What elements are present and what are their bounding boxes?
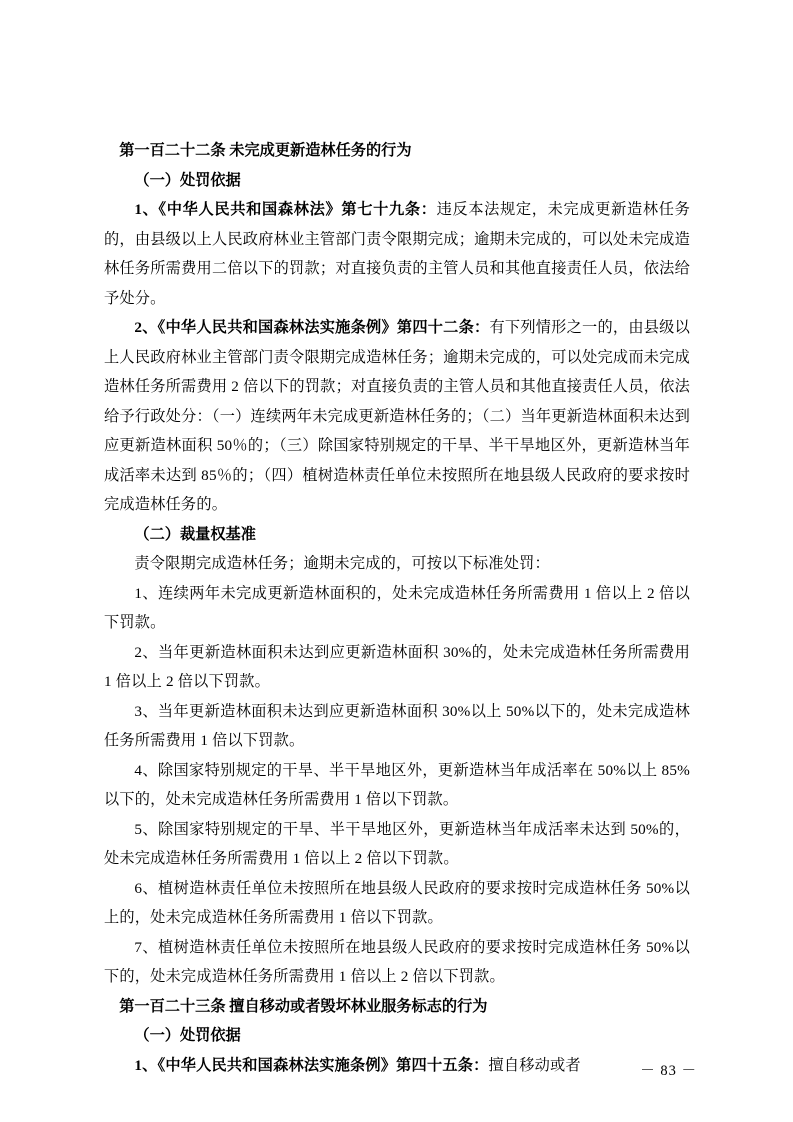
section-punishment-basis-122: （一）处罚依据 <box>134 171 241 189</box>
article-123-heading: 第一百二十三条 擅自移动或者毁坏林业服务标志的行为 <box>119 997 488 1015</box>
section-punishment-basis-123: （一）处罚依据 <box>134 1027 241 1044</box>
discretion-item-6-122: 6、植树造林责任单位未按照所在地县级人民政府的要求按时完成造林任务 50%以上的，处未完成造林任务所需费用 1 倍以下罚款。 <box>104 879 690 926</box>
basis-item-2-122-text: 有下列情形之一的，由县级以上人民政府林业主管部门责令限期完成造林任务；逾期未完成的，可以处完成而未完成造林任务所需费用 2 倍以下的罚款；对直接负责的主管人员和其他直接责任人员，依法给予行政处分：（一）连续两年未完成更新造林任务的；（二）当年更新造林面积未达到应更新造林面积 50％的；（三）除国家特别规定的干旱、半干旱地区外，更新造林当年成活率未达到 85％的；（四）植树造林责任单位未按照所在地县级人民政府的要求按时完成造林任务的。 <box>104 319 690 513</box>
basis-item-2-122-citation: 2、《中华人民共和国森林法实施条例》第四十二条： <box>134 319 490 336</box>
discretion-item-1-122: 1、连续两年未完成更新造林面积的，处未完成造林任务所需费用 1 倍以上 2 倍以下罚款。 <box>104 584 690 631</box>
document-body <box>104 136 690 1080</box>
basis-item-1-122 <box>104 195 690 313</box>
discretion-item-3-122: 3、当年更新造林面积未达到应更新造林面积 30%以上 50%以下的，处未完成造林任务所需费用 1 倍以下罚款。 <box>104 702 690 749</box>
basis-item-2-122 <box>104 313 690 520</box>
discretion-item-5-122: 5、除国家特别规定的干旱、半干旱地区外，更新造林当年成活率未达到 50%的，处未完成造林任务所需费用 1 倍以上 2 倍以下罚款。 <box>104 820 690 867</box>
basis-item-1-123-citation: 1、《中华人民共和国森林法实施条例》第四十五条： <box>134 1056 489 1074</box>
discretion-item-7-122: 7、植树造林责任单位未按照所在地县级人民政府的要求按时完成造林任务 50%以下的，处未完成造林任务所需费用 1 倍以上 2 倍以下罚款。 <box>104 938 690 985</box>
discretion-item-4-122: 4、除国家特别规定的干旱、半干旱地区外，更新造林当年成活率在 50%以上 85%以下的，处未完成造林任务所需费用 1 倍以下罚款。 <box>104 761 690 808</box>
discretion-item-2-122: 2、当年更新造林面积未达到应更新造林面积 30%的，处未完成造林任务所需费用 1 倍以上 2 倍以下罚款。 <box>104 643 690 690</box>
basis-item-1-123-text: 擅自移动或者 <box>488 1056 581 1074</box>
page-number: － 83 － <box>640 1063 697 1079</box>
basis-item-1-122-citation: 1、《中华人民共和国森林法》第七十九条： <box>134 201 437 218</box>
basis-item-1-122-text: 违反本法规定，未完成更新造林任务的，由县级以上人民政府林业主管部门责令限期完成；逾期未完成的，可以处未完成造林任务所需费用二倍以下的罚款；对直接负责的主管人员和其他直接责任人员，依法给予处分。 <box>104 201 690 307</box>
discretion-intro-122: 责令限期完成造林任务；逾期未完成的，可按以下标准处罚： <box>134 555 550 572</box>
section-discretion-standard-122: （二）裁量权基准 <box>134 525 256 543</box>
article-122-heading: 第一百二十二条 未完成更新造林任务的行为 <box>119 142 412 159</box>
